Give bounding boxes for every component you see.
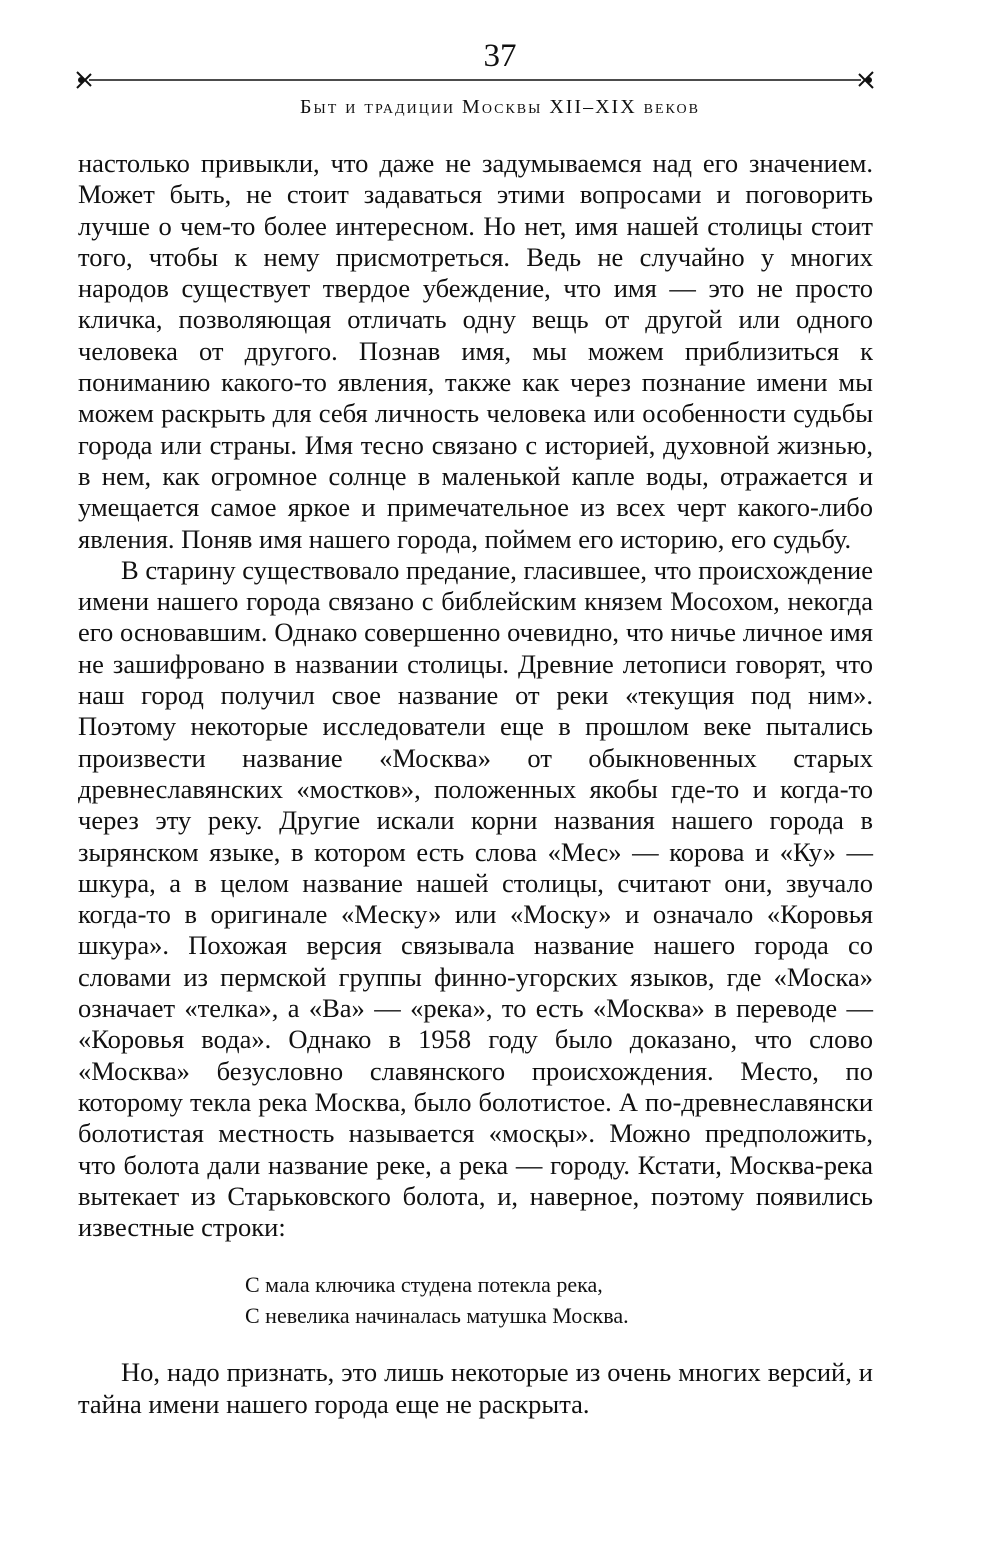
paragraph-3: Но, надо признать, это лишь некоторые из очень многих версий, и тайна имени нашего города еще не раскрыта.	[78, 1357, 873, 1419]
left-ornament-icon	[77, 72, 91, 88]
paragraph-1: настолько привыкли, что даже не задумываемся над его значением. Может быть, не стоит задаваться этими вопросами и поговорить лучше о чем-то более интересном. Но нет, имя нашей столицы стоит того, чтобы к нему присмотреться. Ведь не случайно у многих народов существует твердое убеждение, что имя — это не просто кличка, позволяющая отличать одну вещь от другой или одного человека от другого. Познав имя, мы можем приблизиться к пониманию какого-то явления, также как через познание имени мы можем раскрыть для себя личность человека или особенности судьбы города или страны. Имя тесно связано с историей, духовной жизнью, в нем, как огромное солнце в маленькой капле воды, отражается и умещается самое яркое и примечательное из всех черт какого-либо явления. Поняв имя нашего города, поймем его историю, его судьбу.	[78, 148, 873, 554]
verse-line-2: С невелика начиналась матушка Москва.	[245, 1303, 629, 1329]
running-title: Быт и традиции Москвы XII–XIX веков	[300, 96, 700, 118]
header-ornament-rule	[75, 66, 875, 94]
body-text	[78, 148, 873, 1420]
paragraph-2: В старину существовало предание, гласившее, что происхождение имени нашего города связано с библейским князем Мосохом, некогда его основавшим. Однако совершенно очевидно, что ничье личное имя не зашифровано в названии столицы. Древние летописи говорят, что наш город получил свое название от реки «текущия под ним». Поэтому некоторые исследователи еще в прошлом веке пытались произвести название «Москва» от обыкновенных старых древнеславянских «мостков», положенных якобы где-то и когда-то через эту реку. Другие искали корни названия нашего города в зырянском языке, в котором есть слова «Мес» — корова и «Ку» — шкура, а в целом название нашей столицы, считают они, звучало когда-то в оригинале «Меску» или «Моску» и означало «Коровья шкура». Похожая версия связывала название нашего города со словами из пермской группы финно-угорских языков, где «Моска» означает «телка», а «Ва» — «река», то есть «Москва» в переводе — «Коровья вода». Однако в 1958 году было доказано, что слово «Москва» безусловно славянского происхождения. Место, по которому текла река Москва, было болотистое. А по-древнеславянски болотистая местность называется «мосқы». Можно предположить, что болота дали название реке, а река — городу. Кстати, Москва-река вытекает из Старьковского болота, и, наверное, поэтому появились известные строки:	[78, 554, 873, 1243]
right-ornament-icon	[859, 72, 873, 88]
verse-line-1: С мала ключика студена потекла река,	[245, 1272, 603, 1298]
verse-quote	[245, 1269, 873, 1331]
page-number: 37	[483, 38, 517, 74]
